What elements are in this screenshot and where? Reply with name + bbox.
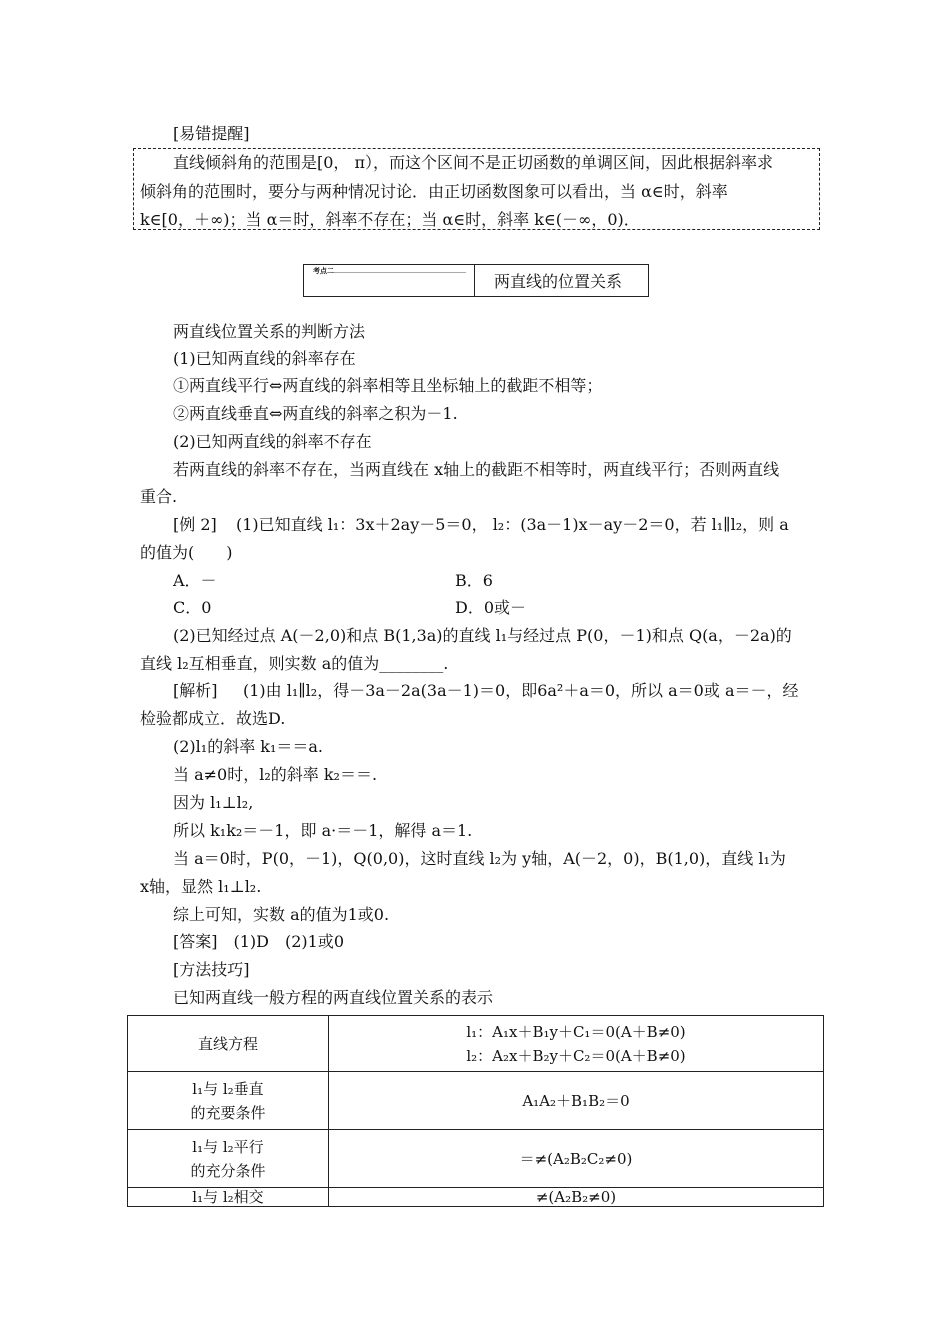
topic-title: 两直线的位置关系 (494, 272, 623, 291)
table-cell: ≠(A₂B₂≠0) (329, 1188, 824, 1207)
table-cell (329, 1016, 824, 1072)
analysis-line-5: 因为 l₁⊥l₂, (173, 793, 254, 812)
topic-tag: 考点二 (313, 267, 334, 275)
option-a: A．－ (173, 571, 217, 590)
analysis-line-1: (1)由 l₁∥l₂，得－3a－2a(3a－1)＝0，即6a²＋a＝0，所以 a＝0或 a＝－，经 (243, 681, 799, 700)
method-case-1: (1)已知两直线的斜率存在 (173, 349, 356, 368)
warning-heading: [易错提醒] (173, 124, 250, 143)
method-title: 两直线位置关系的判断方法 (173, 322, 366, 341)
analysis-line-2: 检验都成立．故选D. (140, 709, 286, 728)
example-label: [例 2] (173, 515, 217, 534)
relation-table (127, 1015, 824, 1207)
analysis-line-9: 综上可知，实数 a的值为1或0. (173, 905, 390, 924)
analysis-line-3: (2)l₁的斜率 k₁＝＝a. (173, 737, 324, 756)
method-case-1b: ②两直线垂直⇔两直线的斜率之积为－1. (173, 404, 458, 423)
table-row (128, 1016, 824, 1072)
analysis-label: [解析] (173, 681, 218, 700)
method-case-2: (2)已知两直线的斜率不存在 (173, 432, 372, 451)
method-case-2-text-2: 重合. (140, 487, 178, 506)
equation-l2: l₂：A₂x＋B₂y＋C₂＝0(A＋B≠0) (466, 1046, 686, 1065)
tips-title: 已知两直线一般方程的两直线位置关系的表示 (173, 988, 494, 1007)
example-q1-line-2: 的值为( ) (140, 543, 233, 562)
example-q2-line-2: 直线 l₂互相垂直，则实数 a的值为________. (140, 654, 449, 673)
analysis-line-8: x轴，显然 l₁⊥l₂. (140, 877, 262, 896)
method-case-1a: ①两直线平行⇔两直线的斜率相等且坐标轴上的截距不相等； (173, 376, 603, 395)
warning-line-1: 直线倾斜角的范围是[0， π），而这个区间不是正切函数的单调区间，因此根据斜率求 (173, 153, 774, 172)
analysis-line-4: 当 a≠0时，l₂的斜率 k₂＝＝. (173, 765, 378, 784)
option-d: D．0或－ (455, 598, 527, 617)
topic-header (303, 264, 649, 297)
equation-l1: l₁：A₁x＋B₁y＋C₁＝0(A＋B≠0) (466, 1022, 686, 1041)
table-row (128, 1072, 824, 1130)
answer-line: [答案] (1)D (2)1或0 (173, 932, 345, 951)
warning-line-2: 倾斜角的范围时，要分与两种情况讨论．由正切函数图象可以看出，当 α∈时，斜率 (140, 182, 728, 201)
table-row (128, 1188, 824, 1207)
table-cell: 直线方程 (128, 1016, 329, 1072)
analysis-line-6: 所以 k₁k₂＝－1，即 a·＝－1，解得 a＝1. (173, 821, 473, 840)
example-q1-line-1: (1)已知直线 l₁：3x＋2ay－5＝0， l₂：(3a－1)x－ay－2＝0，若 l₁∥l₂，则 a (236, 515, 789, 534)
topic-rule (334, 272, 466, 273)
tips-label: [方法技巧] (173, 960, 250, 979)
method-case-2-text-1: 若两直线的斜率不存在，当两直线在 x轴上的截距不相等时，两直线平行；否则两直线 (173, 460, 780, 479)
warning-line-3: k∈[0，＋∞)；当 α＝时，斜率不存在；当 α∈时，斜率 k∈(－∞，0)． (140, 210, 640, 229)
table-cell: l₁与 l₂平行 的充分条件 (128, 1130, 329, 1188)
example-q2-line-1: (2)已知经过点 A(－2,0)和点 B(1,3a)的直线 l₁与经过点 P(0，－1)和点 Q(a，－2a)的 (173, 626, 792, 645)
topic-tag-cell (304, 265, 475, 296)
option-b: B．6 (455, 571, 493, 590)
table-row (128, 1130, 824, 1188)
table-cell: l₁与 l₂相交 (128, 1188, 329, 1207)
option-c: C．0 (173, 598, 212, 617)
table-cell: ＝≠(A₂B₂C₂≠0) (329, 1130, 824, 1188)
table-cell: l₁与 l₂垂直 的充要条件 (128, 1072, 329, 1130)
table-cell: A₁A₂＋B₁B₂＝0 (329, 1072, 824, 1130)
analysis-line-7: 当 a＝0时，P(0，－1)，Q(0,0)，这时直线 l₂为 y轴，A(－2，0)，B(1,0)，直线 l₁为 (173, 849, 786, 868)
